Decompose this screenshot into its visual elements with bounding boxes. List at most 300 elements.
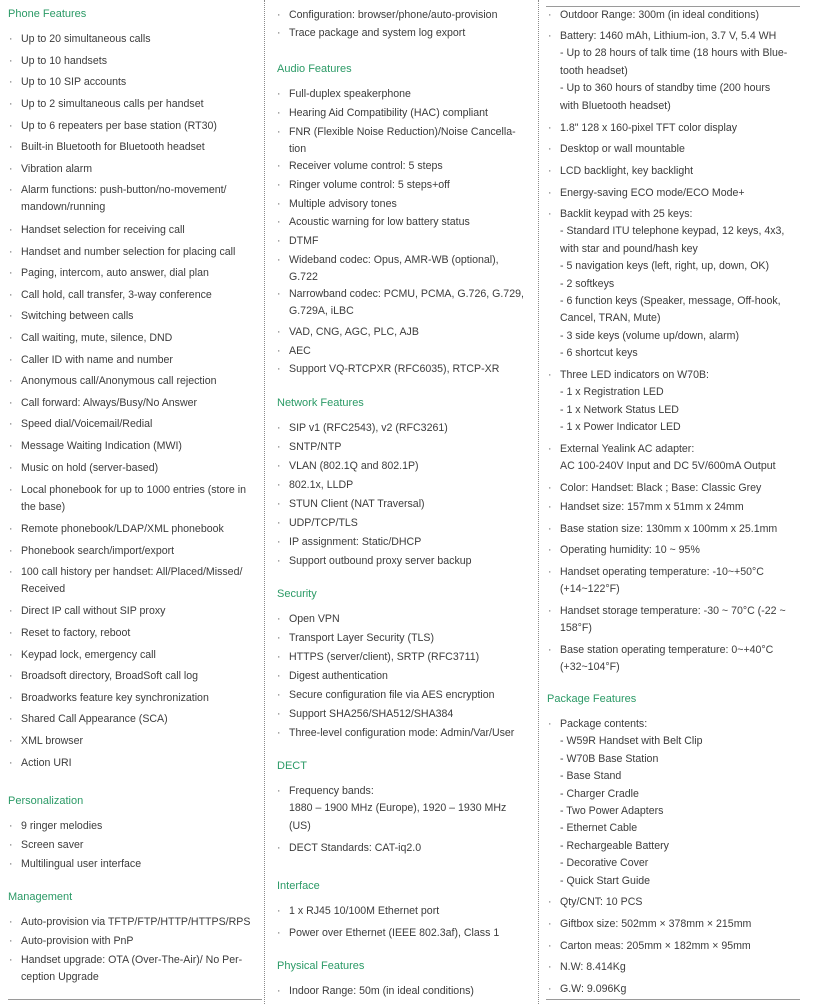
bullet-icon: · bbox=[277, 460, 281, 472]
bullet-icon: · bbox=[548, 187, 552, 199]
list-item-line: Local phonebook for up to 1000 entries (store in bbox=[21, 484, 246, 496]
bullet-icon: · bbox=[548, 501, 552, 513]
bullet-icon: · bbox=[277, 536, 281, 548]
list-item bbox=[9, 521, 262, 538]
bullet-icon: · bbox=[548, 566, 552, 578]
list-item bbox=[9, 711, 262, 728]
list-item bbox=[277, 124, 536, 159]
list-item bbox=[548, 894, 798, 911]
list-item-text bbox=[289, 477, 536, 494]
list-item-line: Phonebook search/import/export bbox=[21, 545, 175, 557]
list-item-text bbox=[289, 439, 536, 456]
list-item-text bbox=[560, 959, 798, 976]
bullet-icon: · bbox=[548, 940, 552, 952]
list-item-line: 1 x RJ45 10/100M Ethernet port bbox=[289, 905, 440, 917]
bullet-icon: · bbox=[277, 905, 281, 917]
list-item-line: Three-level configuration mode: Admin/Var/User bbox=[289, 727, 515, 739]
list-item-line: N.W: 8.414Kg bbox=[560, 961, 626, 973]
bullet-icon: · bbox=[9, 916, 13, 928]
list-item bbox=[277, 420, 536, 437]
list-item bbox=[9, 543, 262, 560]
list-item-text bbox=[560, 916, 798, 933]
list-item bbox=[548, 163, 798, 180]
list-item-text bbox=[21, 244, 262, 261]
list-item-line: Support outbound proxy server backup bbox=[289, 555, 472, 567]
list-item bbox=[277, 324, 536, 341]
list-item-text bbox=[560, 564, 798, 599]
list-item-line: Color: Handset: Black ; Base: Classic Grey bbox=[560, 482, 762, 494]
bullet-icon: · bbox=[277, 517, 281, 529]
list-item bbox=[277, 233, 536, 250]
list-item-text bbox=[289, 105, 536, 122]
list-item-text bbox=[289, 668, 536, 685]
section-heading-interface: Interface bbox=[277, 880, 320, 892]
bullet-icon: · bbox=[9, 98, 13, 110]
list-item bbox=[277, 439, 536, 456]
list-item-line: tion bbox=[289, 143, 307, 156]
list-item-line: G.W: 9.096Kg bbox=[560, 983, 627, 995]
sub-item-line: - Decorative Cover bbox=[560, 857, 649, 870]
list-item bbox=[548, 959, 798, 976]
list-item bbox=[9, 933, 262, 950]
list-item bbox=[548, 480, 798, 497]
bullet-icon: · bbox=[9, 839, 13, 851]
bullet-icon: · bbox=[277, 326, 281, 338]
sub-item-line: - Charger Cradle bbox=[560, 787, 639, 800]
list-item-line: Call hold, call transfer, 3-way conference bbox=[21, 289, 212, 301]
list-item bbox=[9, 818, 262, 835]
sub-item-line: - Rechargeable Battery bbox=[560, 839, 669, 852]
bullet-icon: · bbox=[9, 566, 13, 578]
list-item-line: Up to 10 handsets bbox=[21, 55, 107, 67]
list-item-text bbox=[560, 163, 798, 180]
bullet-icon: · bbox=[277, 27, 281, 39]
bullet-icon: · bbox=[548, 983, 552, 995]
list-item-line: Auto-provision with PnP bbox=[21, 935, 134, 947]
bullet-icon: · bbox=[548, 369, 552, 381]
bullet-icon: · bbox=[277, 216, 281, 228]
list-item-line: Energy-saving ECO mode/ECO Mode+ bbox=[560, 187, 745, 199]
sub-item-line: - Two Power Adapters bbox=[560, 805, 664, 818]
section-heading-management: Management bbox=[8, 891, 73, 903]
list-item bbox=[9, 265, 262, 282]
list-item bbox=[277, 343, 536, 360]
bullet-icon: · bbox=[9, 462, 13, 474]
list-item-text bbox=[21, 31, 262, 48]
sub-item-line: Cancel, TRAN, Mute) bbox=[560, 312, 661, 325]
list-item-text bbox=[21, 818, 262, 835]
list-item-line: Support VQ-RTCPXR (RFC6035), RTCP-XR bbox=[289, 363, 500, 375]
list-item-line: Package contents: bbox=[560, 718, 648, 730]
list-item-line: Up to 2 simultaneous calls per handset bbox=[21, 98, 204, 110]
bullet-icon: · bbox=[548, 443, 552, 455]
sub-item-line: - Quick Start Guide bbox=[560, 874, 651, 887]
bullet-icon: · bbox=[9, 141, 13, 153]
list-item bbox=[277, 286, 536, 321]
list-item bbox=[9, 352, 262, 369]
list-item bbox=[277, 458, 536, 475]
list-item-text bbox=[21, 308, 262, 325]
list-item-line: Ringer volume control: 5 steps+off bbox=[289, 179, 450, 191]
list-item-line: Auto-provision via TFTP/FTP/HTTP/HTTPS/RPS bbox=[21, 916, 251, 928]
list-item bbox=[548, 603, 798, 638]
list-item-text bbox=[289, 725, 536, 742]
list-item-line: Call waiting, mute, silence, DND bbox=[21, 332, 173, 344]
list-item-text bbox=[560, 7, 798, 24]
sub-item-line: - 3 side keys (volume up/down, alarm) bbox=[560, 329, 739, 342]
list-item-line: Desktop or wall mountable bbox=[560, 143, 685, 155]
column-left bbox=[0, 0, 264, 1004]
list-item bbox=[277, 630, 536, 647]
list-item-line: HTTPS (server/client), SRTP (RFC3711) bbox=[289, 651, 480, 663]
list-item bbox=[277, 515, 536, 532]
list-item-line: Handset and number selection for placing call bbox=[21, 246, 236, 258]
list-item-text bbox=[289, 124, 536, 159]
bullet-icon: · bbox=[277, 727, 281, 739]
bullet-icon: · bbox=[277, 126, 281, 138]
sub-item-line: - Up to 28 hours of talk time (18 hours with Blue- bbox=[560, 47, 788, 60]
bullet-icon: · bbox=[548, 896, 552, 908]
list-item bbox=[277, 706, 536, 723]
list-item bbox=[277, 649, 536, 666]
section-heading-network-features: Network Features bbox=[277, 397, 364, 409]
list-item-line: Direct IP call without SIP proxy bbox=[21, 605, 166, 617]
list-item bbox=[9, 733, 262, 750]
list-item-line: Qty/CNT: 10 PCS bbox=[560, 896, 643, 908]
list-item-line: Handset storage temperature: -30 ~ 70°C (-22 ~ bbox=[560, 605, 786, 617]
list-item bbox=[277, 196, 536, 213]
list-item bbox=[277, 158, 536, 175]
list-item-text bbox=[289, 25, 536, 42]
list-item-line: Operating humidity: 10 ~ 95% bbox=[560, 544, 700, 556]
bullet-icon: · bbox=[9, 858, 13, 870]
list-item bbox=[548, 206, 798, 363]
list-item-text bbox=[21, 182, 262, 217]
list-item bbox=[277, 553, 536, 570]
sub-item-line: - Base Stand bbox=[560, 770, 622, 783]
list-item-text bbox=[289, 840, 536, 857]
list-item-text bbox=[21, 53, 262, 70]
bullet-icon: · bbox=[277, 288, 281, 300]
list-item-text bbox=[21, 460, 262, 477]
list-item-line: Screen saver bbox=[21, 839, 84, 851]
list-item-text bbox=[289, 196, 536, 213]
list-item-text bbox=[289, 515, 536, 532]
list-item-line: Full-duplex speakerphone bbox=[289, 88, 411, 100]
list-item-line: Hearing Aid Compatibility (HAC) compliant bbox=[289, 107, 488, 119]
bullet-icon: · bbox=[277, 179, 281, 191]
list-item bbox=[9, 952, 262, 987]
list-item-line: Call forward: Always/Busy/No Answer bbox=[21, 397, 198, 409]
bullet-icon: · bbox=[277, 441, 281, 453]
sub-item-line: - 6 shortcut keys bbox=[560, 347, 638, 360]
list-item bbox=[9, 564, 262, 599]
list-item bbox=[277, 214, 536, 231]
bullet-icon: · bbox=[9, 33, 13, 45]
list-item-line: Frequency bands: bbox=[289, 785, 374, 797]
list-item bbox=[9, 625, 262, 642]
list-item bbox=[9, 161, 262, 178]
list-item-line: Reset to factory, reboot bbox=[21, 627, 131, 639]
list-item-line: Anonymous call/Anonymous call rejection bbox=[21, 375, 217, 387]
bullet-icon: · bbox=[9, 246, 13, 258]
list-item-line: Remote phonebook/LDAP/XML phonebook bbox=[21, 523, 224, 535]
list-item-text bbox=[21, 952, 262, 987]
bullet-icon: · bbox=[277, 842, 281, 854]
list-item-line: Handset selection for receiving call bbox=[21, 224, 185, 236]
list-item-line: Broadsoft directory, BroadSoft call log bbox=[21, 670, 199, 682]
list-item-line: Power over Ethernet (IEEE 802.3af), Class 1 bbox=[289, 927, 500, 939]
list-item-text bbox=[289, 630, 536, 647]
list-item-line: Multilingual user interface bbox=[21, 858, 142, 870]
sub-item-line: - Standard ITU telephone keypad, 12 keys, 4x3, bbox=[560, 225, 785, 238]
list-item bbox=[277, 925, 536, 942]
bullet-icon: · bbox=[548, 918, 552, 930]
list-item bbox=[9, 31, 262, 48]
list-item-text bbox=[289, 343, 536, 360]
list-item-text bbox=[560, 981, 798, 998]
bullet-icon: · bbox=[9, 120, 13, 132]
list-item bbox=[548, 441, 798, 476]
list-item bbox=[9, 373, 262, 390]
list-item-line: Shared Call Appearance (SCA) bbox=[21, 713, 168, 725]
list-item-text bbox=[289, 361, 536, 378]
list-item-line: Alarm functions: push-button/no-movement/ bbox=[21, 184, 227, 196]
bullet-icon: · bbox=[9, 545, 13, 557]
list-item-text bbox=[21, 933, 262, 950]
list-item bbox=[9, 244, 262, 261]
list-item-text bbox=[21, 668, 262, 685]
list-item-text bbox=[289, 925, 536, 942]
bullet-icon: · bbox=[277, 927, 281, 939]
list-item-text bbox=[21, 856, 262, 873]
list-item bbox=[9, 460, 262, 477]
list-item-text bbox=[560, 185, 798, 202]
list-item-text bbox=[560, 441, 798, 476]
list-item-line: Backlit keypad with 25 keys: bbox=[560, 208, 693, 220]
list-item bbox=[277, 105, 536, 122]
list-item bbox=[277, 534, 536, 551]
list-item-line: 802.1x, LLDP bbox=[289, 479, 354, 491]
sub-item-line: - 2 softkeys bbox=[560, 277, 615, 290]
bullet-icon: · bbox=[548, 9, 552, 21]
bullet-icon: · bbox=[277, 345, 281, 357]
list-item-line: AEC bbox=[289, 345, 311, 357]
bullet-icon: · bbox=[9, 649, 13, 661]
list-item-text bbox=[21, 603, 262, 620]
bullet-icon: · bbox=[277, 235, 281, 247]
list-item bbox=[9, 914, 262, 931]
list-item-line: External Yealink AC adapter: bbox=[560, 443, 695, 455]
bullet-icon: · bbox=[277, 555, 281, 567]
section-heading-personalization: Personalization bbox=[8, 795, 84, 807]
list-item-line: Wideband codec: Opus, AMR-WB (optional), bbox=[289, 254, 499, 266]
list-item-line: Outdoor Range: 300m (in ideal conditions) bbox=[560, 9, 760, 21]
list-item-text bbox=[289, 324, 536, 341]
list-item-text bbox=[21, 690, 262, 707]
list-item-text bbox=[289, 7, 536, 24]
list-item-line: Carton meas: 205mm × 182mm × 95mm bbox=[560, 940, 751, 952]
sub-item-line: with Bluetooth headset) bbox=[560, 99, 671, 112]
list-item-line: DECT Standards: CAT-iq2.0 bbox=[289, 842, 422, 854]
list-item bbox=[9, 53, 262, 70]
list-item-text bbox=[21, 139, 262, 156]
list-item bbox=[9, 755, 262, 772]
bullet-icon: · bbox=[548, 523, 552, 535]
bullet-icon: · bbox=[9, 163, 13, 175]
list-item bbox=[277, 687, 536, 704]
list-item-text bbox=[21, 416, 262, 433]
bullet-icon: · bbox=[548, 165, 552, 177]
list-item bbox=[277, 7, 536, 24]
list-item bbox=[9, 690, 262, 707]
sub-item-line: - Ethernet Cable bbox=[560, 822, 638, 835]
list-item-line: VLAN (802.1Q and 802.1P) bbox=[289, 460, 419, 472]
list-item bbox=[9, 96, 262, 113]
list-item-line: Handset operating temperature: -10~+50°C bbox=[560, 566, 764, 578]
list-item-line: DTMF bbox=[289, 235, 319, 247]
list-item-text bbox=[560, 642, 798, 677]
list-item-text bbox=[289, 611, 536, 628]
bullet-icon: · bbox=[548, 143, 552, 155]
list-item bbox=[9, 74, 262, 91]
column-divider-right bbox=[538, 0, 539, 1004]
list-item-text bbox=[560, 480, 798, 497]
list-item-text bbox=[21, 837, 262, 854]
list-item bbox=[548, 716, 798, 890]
list-item bbox=[9, 837, 262, 854]
list-item bbox=[9, 222, 262, 239]
list-item bbox=[9, 416, 262, 433]
bullet-icon: · bbox=[277, 785, 281, 797]
bullet-icon: · bbox=[548, 30, 552, 42]
bullet-icon: · bbox=[277, 422, 281, 434]
list-item-text bbox=[289, 158, 536, 175]
sub-item-line: with star and pound/hash key bbox=[560, 242, 698, 255]
list-item bbox=[277, 725, 536, 742]
sub-item-line: - 6 function keys (Speaker, message, Off-hook, bbox=[560, 295, 781, 308]
sub-item-line: - 1 x Registration LED bbox=[560, 386, 664, 399]
list-item-line: Secure configuration file via AES encryption bbox=[289, 689, 495, 701]
section-heading-audio-features: Audio Features bbox=[277, 63, 352, 75]
list-item-line: 1.8" 128 x 160-pixel TFT color display bbox=[560, 122, 738, 134]
bullet-icon: · bbox=[548, 208, 552, 220]
list-item-line: Handset size: 157mm x 51mm x 24mm bbox=[560, 501, 744, 513]
list-item-line: Receiver volume control: 5 steps bbox=[289, 160, 443, 172]
list-item bbox=[548, 499, 798, 516]
bullet-icon: · bbox=[9, 820, 13, 832]
bullet-icon: · bbox=[9, 440, 13, 452]
list-item bbox=[548, 141, 798, 158]
bullet-icon: · bbox=[9, 605, 13, 617]
list-item-text bbox=[21, 733, 262, 750]
list-item-text bbox=[289, 420, 536, 437]
list-item bbox=[548, 7, 798, 24]
list-item bbox=[9, 603, 262, 620]
column-right bbox=[546, 0, 800, 1004]
bullet-icon: · bbox=[277, 632, 281, 644]
sub-item-line: - W70B Base Station bbox=[560, 752, 659, 765]
list-item-text bbox=[21, 914, 262, 931]
bullet-icon: · bbox=[9, 289, 13, 301]
list-item-text bbox=[21, 755, 262, 772]
list-item-line: Transport Layer Security (TLS) bbox=[289, 632, 435, 644]
list-item-line: Narrowband codec: PCMU, PCMA, G.726, G.729, bbox=[289, 288, 524, 300]
list-item bbox=[277, 783, 536, 835]
bullet-icon: · bbox=[9, 332, 13, 344]
list-item-text bbox=[289, 534, 536, 551]
bullet-icon: · bbox=[9, 735, 13, 747]
list-item bbox=[277, 611, 536, 628]
list-item-line: STUN Client (NAT Traversal) bbox=[289, 498, 425, 510]
list-item-line: Action URI bbox=[21, 757, 72, 769]
list-item-line: Multiple advisory tones bbox=[289, 198, 397, 210]
list-item bbox=[9, 647, 262, 664]
list-item-line: XML browser bbox=[21, 735, 84, 747]
bullet-icon: · bbox=[277, 9, 281, 21]
list-item-text bbox=[289, 553, 536, 570]
bullet-icon: · bbox=[277, 613, 281, 625]
list-item bbox=[548, 120, 798, 137]
list-item-line: VAD, CNG, AGC, PLC, AJB bbox=[289, 326, 419, 338]
list-item-line: Handset upgrade: OTA (Over-The-Air)/ No Per- bbox=[21, 954, 243, 966]
list-item-text bbox=[21, 438, 262, 455]
list-item bbox=[9, 118, 262, 135]
list-item bbox=[277, 477, 536, 494]
bullet-icon: · bbox=[277, 651, 281, 663]
list-item-line: Open VPN bbox=[289, 613, 340, 625]
list-item-text bbox=[21, 330, 262, 347]
sub-item-line: - 1 x Network Status LED bbox=[560, 403, 679, 416]
bullet-icon: · bbox=[9, 76, 13, 88]
column-divider-left bbox=[264, 0, 265, 1004]
list-item-text bbox=[21, 395, 262, 412]
list-item bbox=[548, 564, 798, 599]
list-item-text bbox=[21, 564, 262, 599]
bullet-icon: · bbox=[9, 354, 13, 366]
list-item-line: Support SHA256/SHA512/SHA384 bbox=[289, 708, 454, 720]
list-item-line: (+14~122°F) bbox=[560, 583, 620, 596]
bullet-icon: · bbox=[9, 757, 13, 769]
list-item bbox=[277, 177, 536, 194]
list-item-line: 158°F) bbox=[560, 622, 592, 635]
list-item bbox=[548, 916, 798, 933]
list-item-text bbox=[560, 603, 798, 638]
list-item bbox=[9, 438, 262, 455]
bullet-icon: · bbox=[9, 523, 13, 535]
bullet-icon: · bbox=[277, 479, 281, 491]
list-item-text bbox=[560, 28, 798, 115]
bullet-icon: · bbox=[277, 107, 281, 119]
list-item bbox=[277, 25, 536, 42]
list-item-line: 100 call history per handset: All/Placed/Missed/ bbox=[21, 566, 243, 578]
list-item-line: Trace package and system log export bbox=[289, 27, 466, 39]
list-item-line: Up to 6 repeaters per base station (RT30) bbox=[21, 120, 217, 132]
list-item-line: the base) bbox=[21, 501, 66, 514]
list-item-line: Acoustic warning for low battery status bbox=[289, 216, 470, 228]
list-item-line: Three LED indicators on W70B: bbox=[560, 369, 709, 381]
list-item-text bbox=[560, 499, 798, 516]
list-item-line: Base station size: 130mm x 100mm x 25.1mm bbox=[560, 523, 778, 535]
bullet-icon: · bbox=[277, 363, 281, 375]
list-item-line: 1880 – 1900 MHz (Europe), 1920 – 1930 MHz bbox=[289, 802, 507, 815]
list-item-line: FNR (Flexible Noise Reduction)/Noise Cancella- bbox=[289, 126, 516, 138]
section-heading-dect: DECT bbox=[277, 760, 307, 772]
list-item-text bbox=[289, 214, 536, 231]
list-item-line: Configuration: browser/phone/auto-provision bbox=[289, 9, 498, 21]
bullet-icon: · bbox=[9, 267, 13, 279]
list-item-text bbox=[560, 141, 798, 158]
